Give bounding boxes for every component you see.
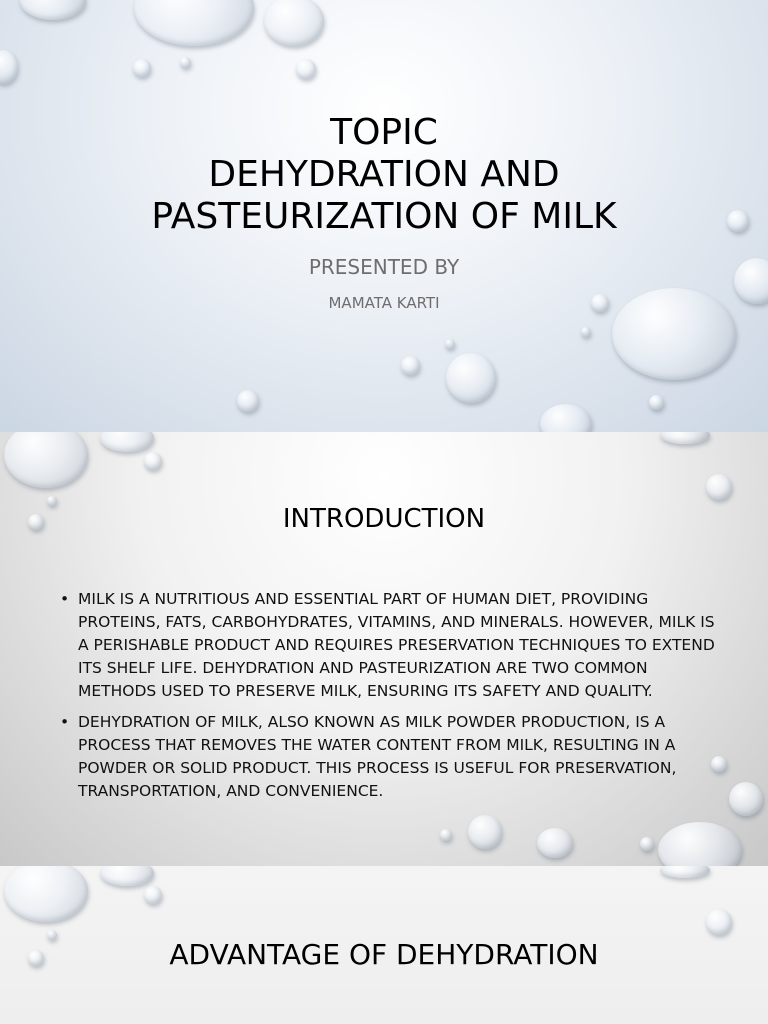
water-drop-decoration bbox=[649, 395, 664, 410]
title-line: PASTEURIZATION OF MILK bbox=[151, 196, 617, 237]
bullet-text: DEHYDRATION OF MILK, ALSO KNOWN AS MILK POWDER PRODUCTION, IS A PROCESS THAT REMOVES THE WATER CONTENT FROM MILK, RESULTING IN A POWDER OR SOLID PRODUCT. THIS PROCESS IS USEFUL FOR PRESERVATION, TRANSPORTATION, AND CONVENIENCE. bbox=[78, 713, 677, 800]
slide-heading: ADVANTAGE OF DEHYDRATION bbox=[169, 938, 599, 971]
bullet-list bbox=[60, 588, 718, 811]
bullet-item bbox=[60, 711, 718, 803]
water-drop-decoration bbox=[20, 0, 86, 20]
water-drop-decoration bbox=[706, 909, 732, 935]
bullet-symbol: • bbox=[60, 590, 70, 608]
title-line: DEHYDRATION AND bbox=[208, 154, 560, 195]
water-drop-decoration bbox=[446, 353, 496, 403]
title-line: TOPIC bbox=[330, 112, 438, 153]
advantage-slide bbox=[0, 866, 768, 1024]
water-drop-decoration bbox=[537, 828, 573, 858]
water-drop-decoration bbox=[133, 59, 151, 77]
introduction-slide bbox=[0, 432, 768, 866]
slide-heading: INTRODUCTION bbox=[282, 504, 486, 534]
water-drop-decoration bbox=[0, 50, 18, 84]
bullet-symbol: • bbox=[60, 713, 70, 731]
water-drop-decoration bbox=[296, 59, 316, 79]
water-drop-decoration bbox=[134, 0, 254, 46]
water-drop-decoration bbox=[100, 866, 154, 886]
water-drop-decoration bbox=[144, 452, 162, 470]
water-drop-decoration bbox=[445, 339, 455, 349]
water-drop-decoration bbox=[180, 57, 191, 68]
water-drop-decoration bbox=[640, 837, 654, 851]
water-drop-decoration bbox=[4, 866, 88, 922]
presented-by-label: PRESENTED BY bbox=[308, 255, 460, 279]
water-drop-decoration bbox=[144, 886, 162, 904]
water-drop-decoration bbox=[658, 822, 742, 866]
water-drop-decoration bbox=[540, 404, 592, 432]
water-drop-decoration bbox=[401, 356, 420, 375]
title-slide bbox=[0, 0, 768, 432]
water-drop-decoration bbox=[264, 0, 324, 46]
author-name: MAMATA KARTI bbox=[328, 294, 440, 312]
water-drop-decoration bbox=[660, 866, 710, 878]
water-drop-decoration bbox=[581, 327, 591, 337]
water-drop-decoration bbox=[468, 815, 502, 849]
water-drop-decoration bbox=[100, 432, 154, 452]
water-drop-decoration bbox=[660, 432, 710, 444]
bullet-item bbox=[60, 588, 718, 703]
bullet-text: MILK IS A NUTRITIOUS AND ESSENTIAL PART OF HUMAN DIET, PROVIDING PROTEINS, FATS, CARBOHYDRATES, VITAMINS, AND MINERALS. HOWEVER, MILK IS A PERISHABLE PRODUCT AND REQUIRES PRESERVATION TECHNIQUES TO EXTEND ITS SHELF LIFE. DEHYDRATION AND PASTEURIZATION ARE TWO COMMON METHODS USED TO PRESERVE MILK, ENSURING ITS SAFETY AND QUALITY. bbox=[78, 590, 715, 700]
water-drop-decoration bbox=[4, 432, 88, 488]
water-drop-decoration bbox=[237, 390, 259, 412]
water-drop-decoration bbox=[706, 474, 732, 500]
water-drop-decoration bbox=[440, 829, 452, 841]
slide-title bbox=[0, 112, 768, 238]
water-drop-decoration bbox=[729, 782, 763, 816]
